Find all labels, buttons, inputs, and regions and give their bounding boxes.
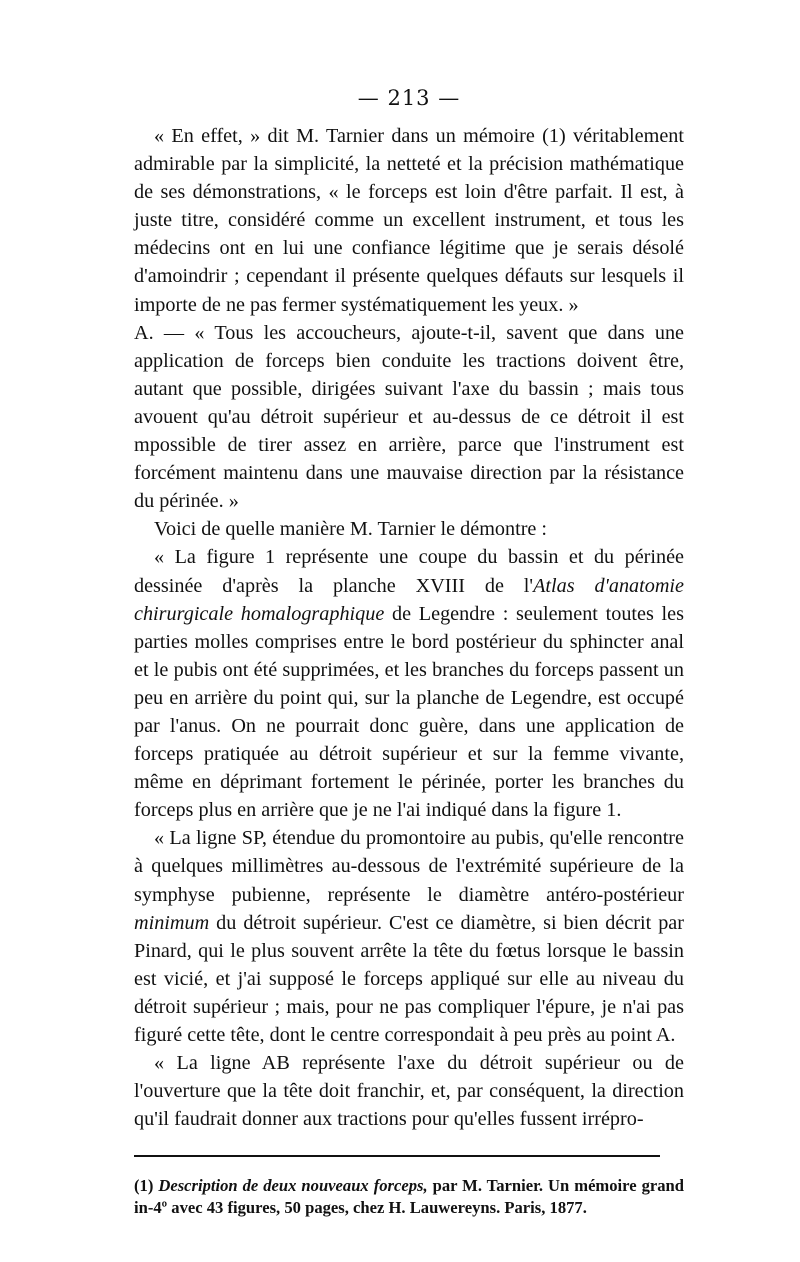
page-number: — 213 — <box>357 86 461 110</box>
text-run: « La ligne AB représente l'axe du détroit supérieur ou de l'ouverture que la tête doit franchir, et, par conséquent, la direction qu'il faudrait donner aux tractions pour qu'elles fussent irrépro- <box>134 1052 684 1131</box>
main-text <box>134 122 684 1133</box>
paragraph-6 <box>134 1049 684 1133</box>
italic-text: Description de deux nouveaux forceps, <box>158 1176 428 1196</box>
paragraph-5 <box>134 824 684 1049</box>
paragraph-3 <box>134 515 684 543</box>
text-run: de Legendre : seulement toutes les parties molles comprises entre le bord postérieur du sphincter anal et le pubis ont été supprimées, et les branches du forceps passent un peu en arrière du point qui, sur la planche de Legendre, est occupé par l'anus. On ne pourrait donc guère, dans une application de forceps pratiquée au détroit supérieur et sur la femme vivante, même en déprimant fortement le périnée, porter les branches du forceps plus en arrière que je ne l'ai indiqué dans la figure 1. <box>134 602 684 822</box>
text-run: par M. Tarnier. Un mémoire grand in-4º avec 43 figures, 50 pages, chez H. Lauwereyns. Paris, 1877. <box>134 1176 684 1218</box>
text-run: (1) <box>134 1176 159 1196</box>
footnote-divider <box>134 1155 660 1157</box>
book-page <box>134 86 684 1219</box>
paragraph-2 <box>134 319 684 516</box>
italic-text: Atlas d'anatomie chirurgicale homalographique <box>134 574 684 625</box>
italic-text: minimum <box>134 911 210 934</box>
text-run: « En effet, » dit M. Tarnier dans un mémoire (1) véritablement admirable par la simplicité, la netteté et la précision mathématique de ses démonstrations, « le forceps est loin d'être parfait. Il est, à juste titre, considéré comme un excellent instrument, et tous les médecins ont en lui une confiance légitime que je serais désolé d'amoindrir ; cependant il présente quelques défauts sur lesquels il importe de ne pas fermer systématiquement les yeux. » <box>134 125 684 316</box>
text-run: A. — « Tous les accoucheurs, ajoute-t-il, savent que dans une application de forceps bien conduite les tractions doivent être, autant que possible, dirigées suivant l'axe du bassin ; mais tous avouent qu'au détroit supérieur et au-dessus de ce détroit il est mpossible de tirer assez en arrière, parce que l'instrument est forcément maintenu dans une mauvaise direction par la résistance du périnée. » <box>134 321 684 513</box>
text-run: « La ligne SP, étendue du promontoire au pubis, qu'elle rencontre à quelques millimètres au-dessous de l'extrémité supérieure de la symphyse pubienne, représente le diamètre antéro-postérieur <box>134 827 684 906</box>
paragraph-4 <box>134 543 684 824</box>
paragraph-1 <box>134 122 684 319</box>
text-run: « La figure 1 représente une coupe du bassin et du périnée dessinée d'après la planche XVIII de l' <box>134 546 684 597</box>
text-run: du détroit supérieur. C'est ce diamètre, si bien décrit par Pinard, qui le plus souvent arrête la tête du fœtus lorsque le bassin est vicié, et j'ai supposé le forceps appliqué sur elle au niveau du détroit supérieur ; mais, pour ne pas compliquer l'épure, je n'ai pas figuré cette tête, dont le centre correspondait à peu près au point A. <box>134 911 684 1046</box>
footnote <box>134 1175 684 1219</box>
text-run: Voici de quelle manière M. Tarnier le démontre : <box>154 518 548 541</box>
